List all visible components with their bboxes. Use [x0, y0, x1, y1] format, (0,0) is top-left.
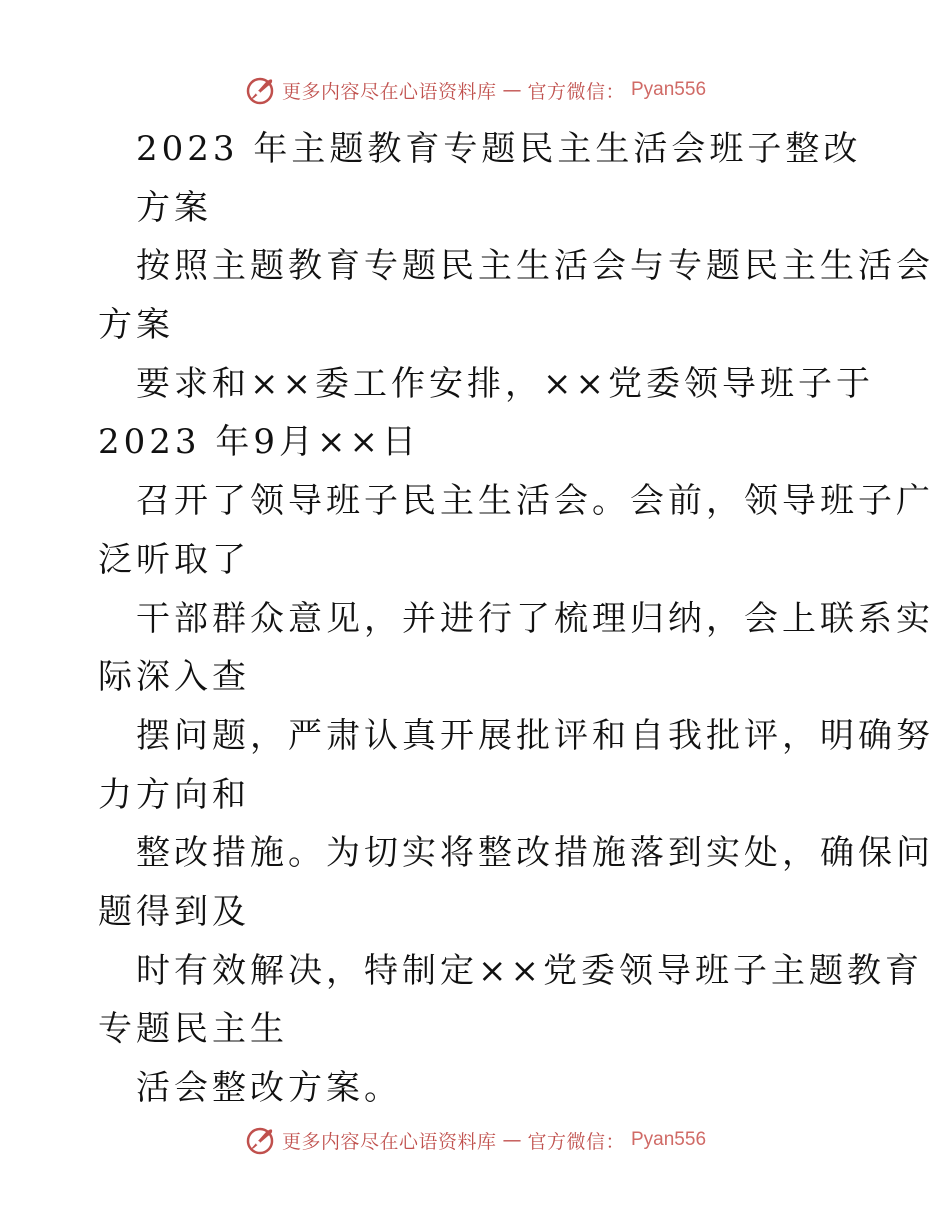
text-line: 摆问题，严肃认真开展批评和自我批评，明确努 [136, 715, 934, 756]
text-line: 2023 年主题教育专题民主生活会班子整改 [136, 129, 862, 169]
text-line: 时有效解决，特制定××党委领导班子主题教育 [136, 950, 923, 991]
watermark-wechat-id: Pyan556 [631, 1129, 707, 1150]
watermark-label: 官方微信： [527, 80, 625, 103]
watermark-group [244, 74, 706, 106]
text-line: 力方向和 [98, 774, 250, 815]
watermark-site-text: 更多内容尽在心语资料库 [281, 80, 497, 103]
watermark-group [244, 1124, 706, 1156]
quill-pen-logo-icon [244, 74, 276, 106]
text-line: 干部群众意见，并进行了梳理归纳，会上联系实 [136, 598, 934, 639]
text-line: 题得到及 [98, 891, 250, 932]
text-line: 要求和××委工作安排，××党委领导班子于 [136, 363, 874, 404]
text-line: 专题民主生 [98, 1009, 288, 1050]
text-line: 整改措施。为切实将整改措施落到实处，确保问 [136, 833, 934, 874]
text-line: 活会整改方案。 [136, 1068, 402, 1108]
watermark-separator: — [502, 1129, 522, 1151]
document-body [98, 120, 934, 1118]
text-line: 际深入查 [98, 657, 250, 698]
text-line: 方案 [98, 305, 174, 346]
text-line: 方案 [136, 187, 212, 228]
watermark-site-text: 更多内容尽在心语资料库 [281, 1130, 497, 1153]
watermark-separator: — [502, 79, 522, 101]
watermark-label: 官方微信： [527, 1130, 625, 1153]
footer-watermark [0, 1120, 950, 1160]
watermark-wechat-id: Pyan556 [631, 79, 707, 100]
text-line: 召开了领导班子民主生活会。会前，领导班子广 [136, 481, 934, 522]
text-line: 2023 年9月××日 [98, 422, 420, 463]
text-line: 按照主题教育专题民主生活会与专题民主生活会 [136, 246, 934, 287]
text-line: 泛听取了 [98, 539, 250, 580]
quill-pen-logo-icon [244, 1124, 276, 1156]
header-watermark [0, 70, 950, 110]
